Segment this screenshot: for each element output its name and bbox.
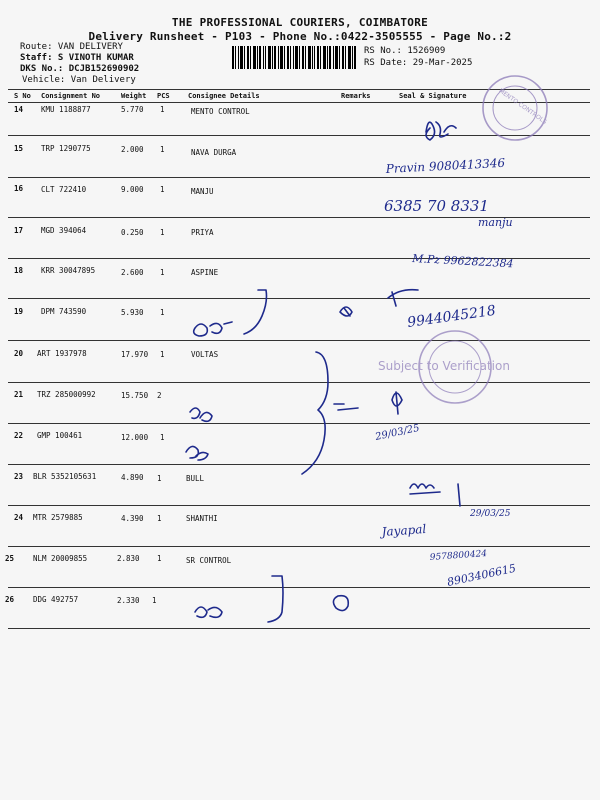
row-consignment: DDG 492757 (33, 595, 79, 604)
handwriting-r18: 9944045218 (406, 302, 497, 331)
row-sno: 18 (14, 266, 24, 275)
row-rule (8, 298, 590, 299)
table-row (0, 263, 600, 303)
col-header-sno: S No (14, 92, 31, 100)
row-rule (8, 340, 590, 341)
route-label: Route: VAN DELIVERY (20, 42, 123, 52)
row-weight: 0.250 (121, 228, 144, 237)
rs-number: RS No.: 1526909 (364, 46, 446, 56)
handwriting-r23-date: 29/03/25 (470, 509, 511, 519)
row-sno: 22 (14, 431, 24, 440)
row-consignment: TRZ 285000992 (37, 390, 96, 399)
rs-date: RS Date: 29-Mar-2025 (364, 58, 473, 68)
seal-text: MENTO CONTROLS (497, 87, 548, 126)
row-pcs: 1 (160, 268, 165, 277)
row-consignment: BLR 5352105631 (33, 472, 97, 481)
handwriting-r25-phone-top: 9578800424 (429, 549, 488, 563)
row-sno: 20 (14, 349, 24, 358)
row-pcs: 1 (157, 514, 162, 523)
table-row (0, 592, 600, 632)
runsheet-title: Delivery Runsheet - P103 - Phone No.:0422-3505555 - Page No.:2 (88, 30, 512, 43)
row-sno: 15 (14, 144, 24, 153)
row-rule (8, 423, 590, 424)
table-row (0, 428, 600, 468)
handwriting-r22-date: 29/03/25 (374, 422, 421, 443)
rs-info (364, 45, 472, 69)
dks-number: DKS No.: DCJB152690902 (20, 64, 140, 74)
row-rule (8, 258, 590, 259)
table-row (0, 181, 600, 221)
row-pcs: 1 (160, 105, 165, 114)
row-pcs: 1 (160, 145, 165, 154)
col-header-remarks: Remarks (341, 92, 371, 100)
row-pcs: 1 (157, 474, 162, 483)
col-header-pcs: PCS (157, 92, 170, 100)
row-pcs: 1 (160, 433, 165, 442)
row-consignment: DPM 743590 (41, 307, 87, 316)
row-consignment: KRR 30047895 (41, 266, 96, 275)
row-pcs: 2 (157, 391, 162, 400)
row-rule (8, 546, 590, 547)
handwriting-r24: Jayapal (381, 521, 427, 539)
col-header-seal: Seal & Signature (399, 92, 467, 100)
table-row (0, 304, 600, 344)
row-consignee: ASPINE (191, 268, 219, 277)
row-pcs: 1 (160, 350, 165, 359)
row-sno: 14 (14, 105, 24, 114)
table-row (0, 346, 600, 386)
row-weight: 15.750 (121, 391, 149, 400)
table-row (0, 510, 600, 550)
row-consignment: TRP 1290775 (41, 144, 91, 153)
col-header-weight: Weight (121, 92, 147, 100)
row-rule (8, 177, 590, 178)
table-row (0, 551, 600, 591)
row-pcs: 1 (152, 596, 157, 605)
row-pcs: 1 (160, 308, 165, 317)
row-sno: 26 (5, 595, 15, 604)
row-weight: 2.000 (121, 145, 144, 154)
row-weight: 9.000 (121, 185, 144, 194)
row-consignee: SHANTHI (186, 514, 218, 523)
handwriting-r16-name: manju (478, 216, 513, 229)
row-consignee: VOLTAS (191, 350, 219, 359)
row-rule (8, 135, 590, 136)
row-consignee: MENTO CONTROL (191, 107, 250, 116)
row-rule (8, 505, 590, 506)
table-top-rule (8, 89, 590, 90)
row-sno: 24 (14, 513, 24, 522)
row-consignee: MANJU (191, 187, 214, 196)
row-weight: 2.330 (117, 596, 140, 605)
row-consignment: ART 1937978 (37, 349, 87, 358)
row-consignee: BULL (186, 474, 205, 483)
col-header-consignee: Consignee Details (188, 92, 260, 100)
table-row (0, 141, 600, 181)
row-rule (8, 464, 590, 465)
row-weight: 17.970 (121, 350, 149, 359)
row-consignee: PRIYA (191, 228, 214, 237)
row-weight: 5.770 (121, 105, 144, 114)
row-sno: 25 (5, 554, 15, 563)
row-pcs: 1 (160, 185, 165, 194)
row-weight: 4.890 (121, 473, 144, 482)
company-name: THE PROFESSIONAL COURIERS, COIMBATORE (171, 16, 429, 29)
table-row (0, 223, 600, 263)
row-sno: 16 (14, 184, 24, 193)
row-consignment: KMU 1188877 (41, 105, 91, 114)
row-weight: 2.600 (121, 268, 144, 277)
row-weight: 4.390 (121, 514, 144, 523)
vehicle-label: Vehicle: Van Delivery (22, 75, 136, 85)
row-consignee: NAVA DURGA (191, 148, 237, 157)
row-weight: 12.000 (121, 433, 149, 442)
row-sno: 23 (14, 472, 24, 481)
row-consignment: GMP 100461 (37, 431, 83, 440)
row-sno: 21 (14, 390, 24, 399)
row-consignment: NLM 20009855 (33, 554, 88, 563)
handwriting-r17: M.Pz 9962822384 (411, 252, 514, 271)
handwriting-r16-phone: 6385 70 8331 (384, 197, 489, 215)
row-rule (8, 217, 590, 218)
row-consignment: CLT 722410 (41, 185, 87, 194)
row-weight: 5.930 (121, 308, 144, 317)
row-sno: 19 (14, 307, 24, 316)
row-weight: 2.830 (117, 554, 140, 563)
row-rule (8, 628, 590, 629)
row-consignment: MTR 2579885 (33, 513, 83, 522)
row-consignee: SR CONTROL (186, 556, 232, 565)
row-pcs: 1 (157, 554, 162, 563)
runsheet-meta (20, 42, 139, 86)
barcode-image (232, 46, 356, 69)
table-row (0, 387, 600, 427)
handwriting-r25-phone: 8903406615 (445, 561, 518, 589)
row-rule (8, 382, 590, 383)
table-row (0, 469, 600, 509)
staff-label: Staff: S VINOTH KUMAR (20, 53, 134, 63)
row-pcs: 1 (160, 228, 165, 237)
row-sno: 17 (14, 226, 24, 235)
row-rule (8, 587, 590, 588)
handwriting-r15: Pravin 9080413346 (385, 155, 506, 176)
verification-text: Subject to Verification (378, 359, 510, 373)
col-header-consignment: Consignment No (41, 92, 101, 100)
table-row (0, 100, 600, 140)
row-consignment: MGD 394064 (41, 226, 87, 235)
